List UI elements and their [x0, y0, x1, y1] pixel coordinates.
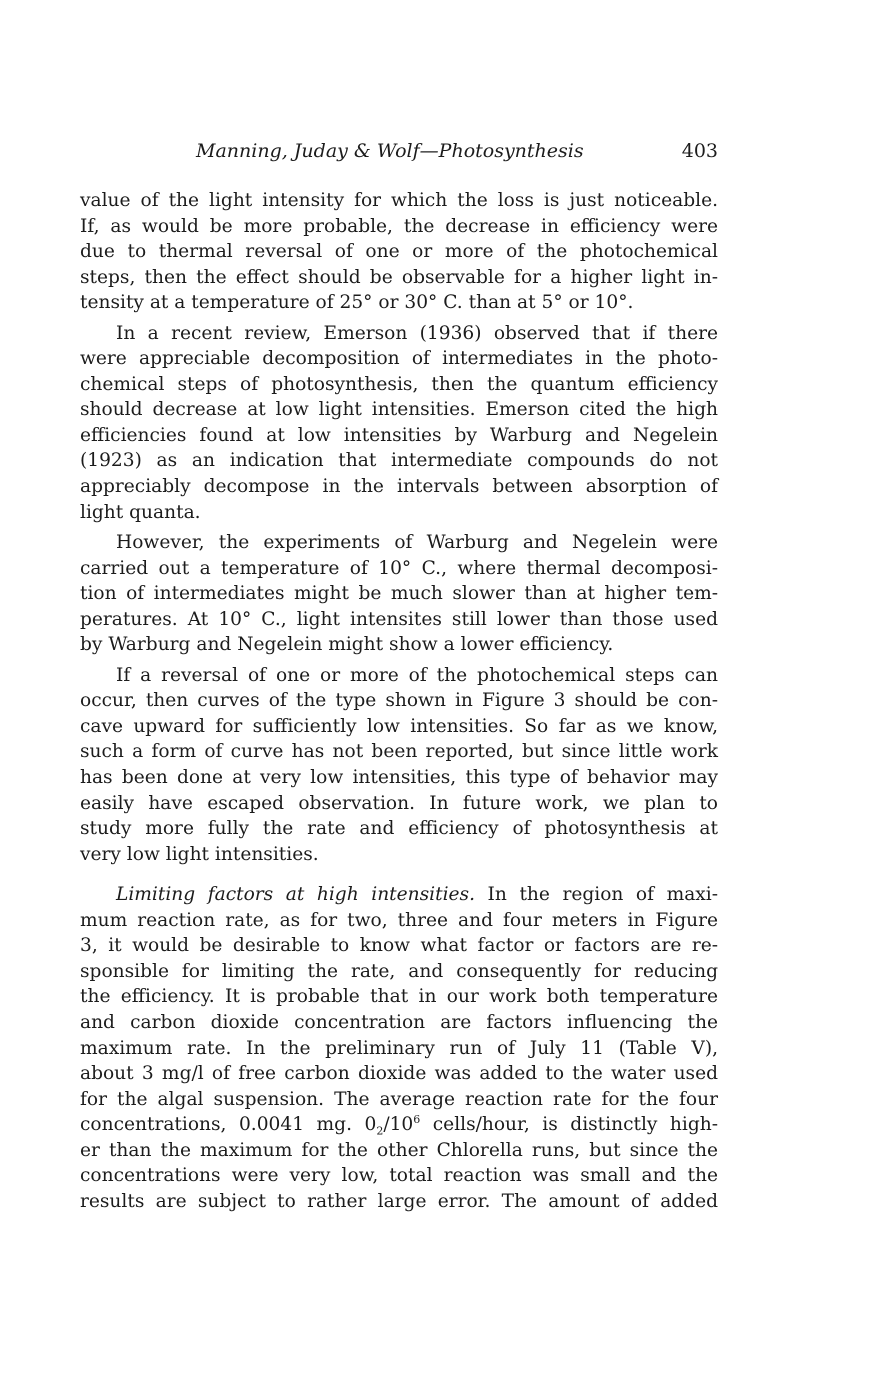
text-line: occur, then curves of the type shown in Figure 3 should be con-	[80, 690, 718, 712]
text-line	[80, 1112, 718, 1138]
text-line: the efficiency. It is probable that in our work both temperature	[80, 986, 718, 1008]
text-line: concentrations were very low, total reaction was small and the	[80, 1165, 718, 1187]
text-line: (1923) as an indication that intermediate compounds do not	[80, 450, 718, 472]
text-line: tion of intermediates might be much slower than at higher tem-	[80, 583, 718, 605]
text-line: peratures. At 10° C., light intensites still lower than those used	[80, 608, 718, 630]
text-line: appreciably decompose in the intervals between absorption of	[80, 476, 718, 498]
paragraph	[80, 663, 718, 867]
paragraph	[80, 530, 718, 658]
text-span: cells/hour, is distinctly high-	[420, 1114, 719, 1136]
text-span: concentrations, 0.0041 mg. 0	[80, 1114, 377, 1136]
text-line: If, as would be more probable, the decrease in efficiency were	[80, 215, 718, 237]
text-line	[80, 882, 718, 908]
superscript: 6	[413, 1112, 421, 1126]
text-line: due to thermal reversal of one or more of the photochemical	[80, 241, 718, 263]
text-line: tensity at a temperature of 25° or 30° C. than at 5° or 10°.	[80, 292, 634, 314]
text-line: In a recent review, Emerson (1936) observed that if there	[116, 322, 718, 344]
text-line: very low light intensities.	[80, 843, 319, 865]
text-line: chemical steps of photosynthesis, then the quantum efficiency	[80, 373, 718, 395]
text-line: er than the maximum for the other Chlorella runs, but since the	[80, 1139, 718, 1161]
running-title: Manning, Juday & Wolf—Photosynthesis	[196, 140, 584, 162]
text-line: However, the experiments of Warburg and Negelein were	[116, 532, 718, 554]
text-line: were appreciable decomposition of intermediates in the photo-	[80, 348, 718, 370]
text-line: study more fully the rate and efficiency of photosynthesis at	[80, 818, 718, 840]
text-line: carried out a temperature of 10° C., where thermal decomposi-	[80, 557, 718, 579]
text-line: and carbon dioxide concentration are factors influencing the	[80, 1011, 718, 1033]
text-line: should decrease at low light intensities. Emerson cited the high	[80, 399, 718, 421]
text-line: easily have escaped observation. In future work, we plan to	[80, 792, 718, 814]
paragraph	[80, 321, 718, 525]
text-line: 3, it would be desirable to know what factor or factors are re-	[80, 935, 718, 957]
text-line: results are subject to rather large error. The amount of added	[80, 1190, 718, 1212]
text-span: In the region of maxi-	[475, 884, 718, 906]
text-line: for the algal suspension. The average reaction rate for the four	[80, 1088, 718, 1110]
text-line: has been done at very low intensities, this type of behavior may	[80, 767, 718, 789]
page-header	[196, 140, 718, 168]
subscript: 2	[376, 1124, 384, 1138]
text-line: light quanta.	[80, 501, 201, 523]
text-line: steps, then the effect should be observable for a higher light in-	[80, 266, 718, 288]
text-line: sponsible for limiting the rate, and consequently for reducing	[80, 960, 718, 982]
text-span: /10	[383, 1114, 414, 1136]
text-line: by Warburg and Negelein might show a lower efficiency.	[80, 634, 614, 656]
text-line: maximum rate. In the preliminary run of July 11 (Table V),	[80, 1037, 718, 1059]
run-in-heading: Limiting factors at high intensities.	[116, 884, 475, 906]
paragraph	[80, 188, 718, 316]
text-line: mum reaction rate, as for two, three and four meters in Figure	[80, 909, 718, 931]
text-line: about 3 mg/l of free carbon dioxide was added to the water used	[80, 1063, 718, 1085]
text-line: cave upward for sufficiently low intensities. So far as we know,	[80, 715, 718, 737]
body-text	[80, 188, 718, 1214]
text-line: value of the light intensity for which the loss is just noticeable.	[80, 190, 718, 211]
page-number: 403	[681, 140, 718, 162]
text-line: If a reversal of one or more of the photochemical steps can	[116, 664, 718, 686]
text-line: efficiencies found at low intensities by Warburg and Negelein	[80, 424, 718, 446]
text-line: such a form of curve has not been reported, but since little work	[80, 741, 718, 763]
paragraph	[80, 882, 718, 1214]
